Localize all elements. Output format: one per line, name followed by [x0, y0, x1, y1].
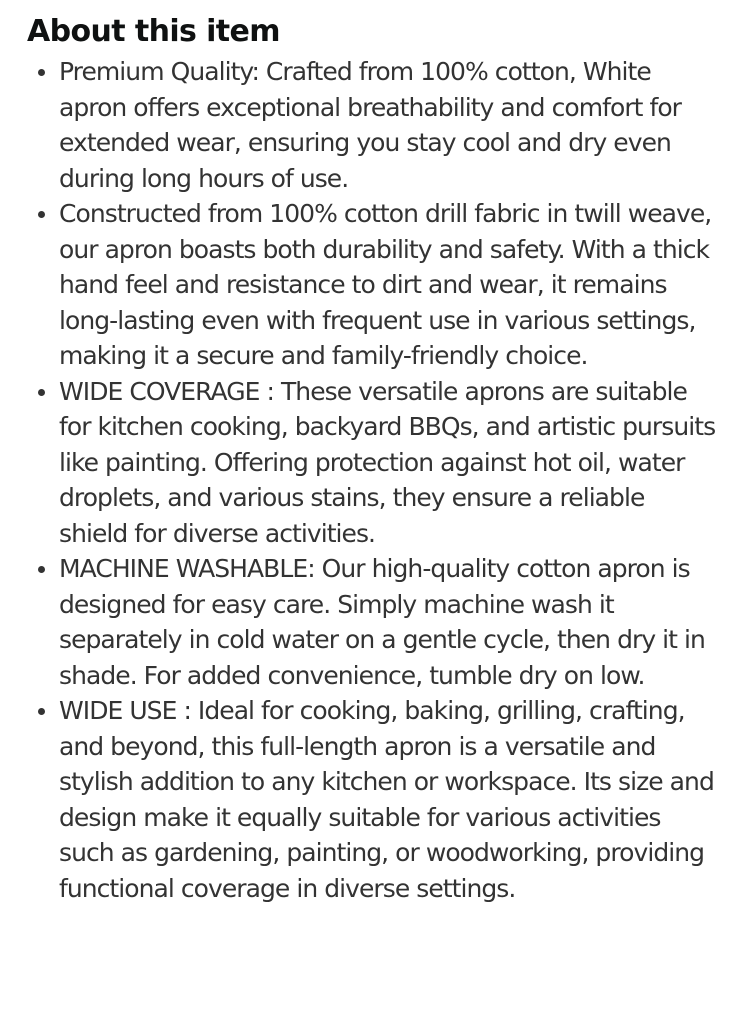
feature-bullet-list: [27, 54, 717, 906]
feature-bullet-wide-coverage: [27, 374, 717, 552]
about-this-item-section: [27, 10, 717, 906]
bullet-text: MACHINE WASHABLE: Our high-quality cotton apron is designed for easy care. Simply machine wash it separately in cold water on a gentle cycle, then dry it in shade. For added convenience, tumble dry on low.: [59, 554, 705, 690]
feature-bullet-wide-use: [27, 693, 717, 906]
bullet-text: WIDE COVERAGE : These versatile aprons are suitable for kitchen cooking, backyard BBQs, and artistic pursuits like painting. Offering protection against hot oil, water droplets, and various stains, they ensure a reliable shield for diverse activities.: [59, 376, 716, 548]
feature-bullet-construction: [27, 196, 717, 374]
section-title: About this item: [27, 14, 280, 49]
bullet-text: Premium Quality: Crafted from 100% cotton, White apron offers exceptional breathability and comfort for extended wear, ensuring you stay cool and dry even during long hours of use.: [59, 57, 682, 193]
bullet-text: Constructed from 100% cotton drill fabric in twill weave, our apron boasts both durability and safety. With a thick hand feel and resistance to dirt and wear, it remains long-lasting even with frequent use in various settings, making it a secure and family-friendly choice.: [59, 199, 712, 370]
feature-bullet-premium-quality: [27, 54, 717, 196]
bullet-text: WIDE USE : Ideal for cooking, baking, grilling, crafting, and beyond, this full-length apron is a versatile and stylish addition to any kitchen or workspace. Its size and design make it equally suitable for various activities such as gardening, painting, or woodworking, providing functional coverage in diverse settings.: [59, 696, 714, 903]
feature-bullet-machine-washable: [27, 551, 717, 693]
